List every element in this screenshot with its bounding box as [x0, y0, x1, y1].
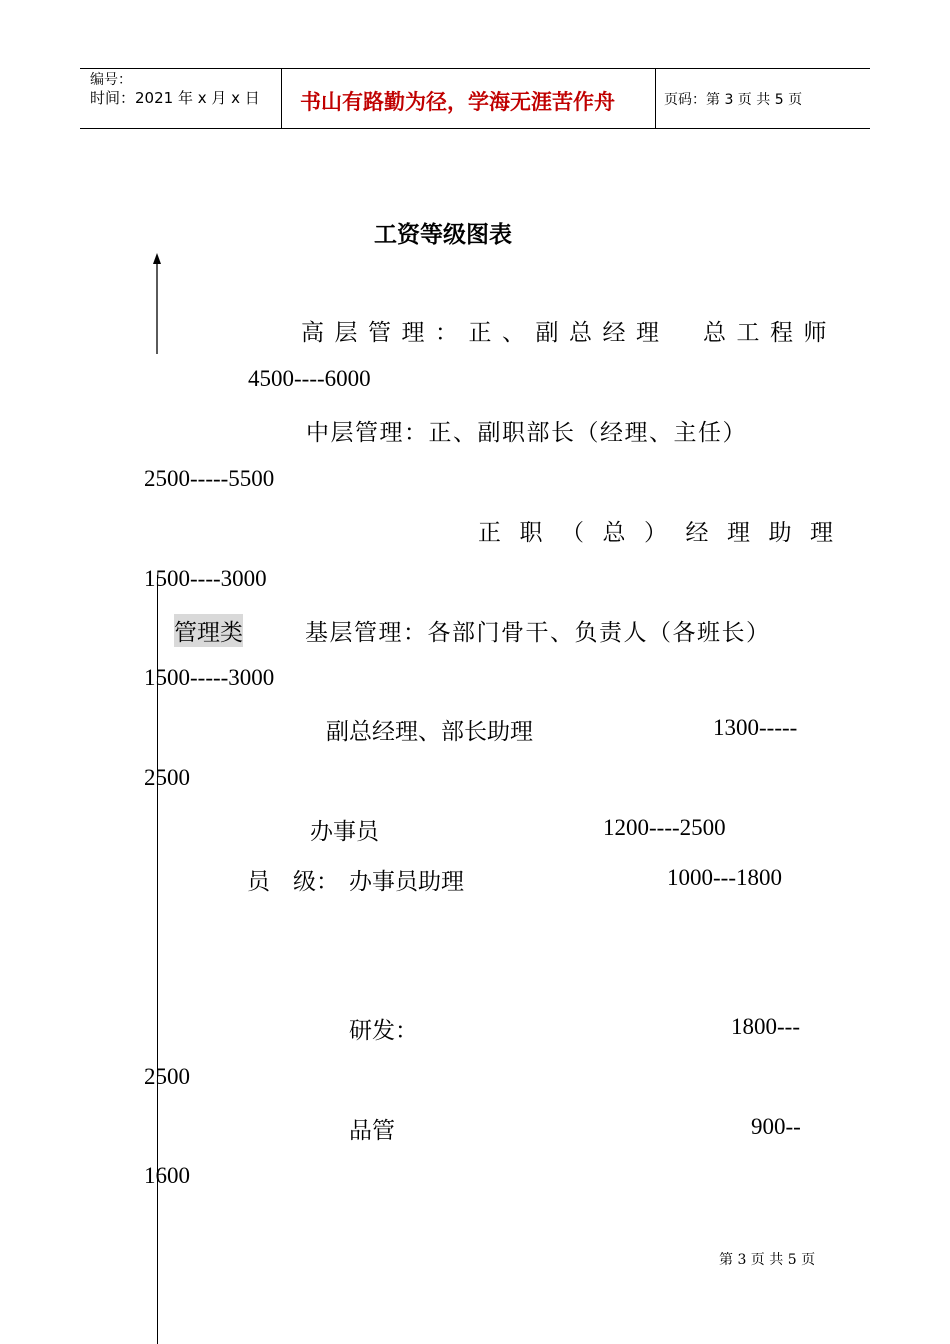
middle-salary-range: 2500-----5500	[144, 466, 275, 491]
deputy-assistant-line: 副总经理、部长助理	[326, 719, 533, 745]
qc-salary-start: 900--	[751, 1114, 801, 1139]
clerk-line: 办事员	[310, 819, 379, 845]
assistant-salary-range: 1500----3000	[144, 566, 267, 591]
clerk-assistant-salary-range: 1000---1800	[667, 865, 782, 890]
header-top-border	[80, 68, 870, 69]
staff-level-label: 员 级：	[247, 869, 339, 895]
assistant-manager-line: 正职（总）经理助理	[478, 520, 852, 546]
junior-salary-range: 1500-----3000	[144, 665, 275, 690]
header-bottom-border	[80, 128, 870, 129]
management-category-label: 管理类	[174, 614, 243, 647]
rnd-line: 研发：	[349, 1018, 418, 1044]
header-page-info: 页码：第 3 页 共 5 页	[664, 92, 803, 108]
header-number-label: 编号：	[90, 72, 132, 88]
rnd-salary-end: 2500	[144, 1064, 190, 1089]
clerk-salary-range: 1200----2500	[603, 815, 726, 840]
header-motto: 书山有路勤为径，学海无涯苦作舟	[300, 90, 615, 114]
qc-salary-end: 1600	[144, 1163, 190, 1188]
page-title: 工资等级图表	[374, 221, 512, 248]
senior-management-line: 高层管理：正、副总经理 总工程师	[301, 320, 837, 346]
header-divider-left	[281, 68, 282, 129]
footer-page-info: 第 3 页 共 5 页	[719, 1252, 816, 1268]
middle-management-line: 中层管理：正、副职部长（经理、主任）	[306, 420, 747, 446]
junior-management-line: 基层管理：各部门骨干、负责人（各班长）	[305, 620, 771, 646]
senior-salary-range: 4500----6000	[248, 366, 371, 391]
header-divider-right	[655, 68, 656, 129]
rnd-salary-start: 1800---	[731, 1014, 800, 1039]
deputy-assistant-salary-start: 1300-----	[713, 715, 798, 740]
up-arrow-icon	[148, 250, 168, 360]
header-time-label: 时间：2021 年 x 月 x 日	[90, 89, 260, 107]
clerk-assistant-line: 办事员助理	[349, 869, 464, 895]
deputy-assistant-salary-end: 2500	[144, 765, 190, 790]
qc-line: 品管	[349, 1118, 395, 1144]
